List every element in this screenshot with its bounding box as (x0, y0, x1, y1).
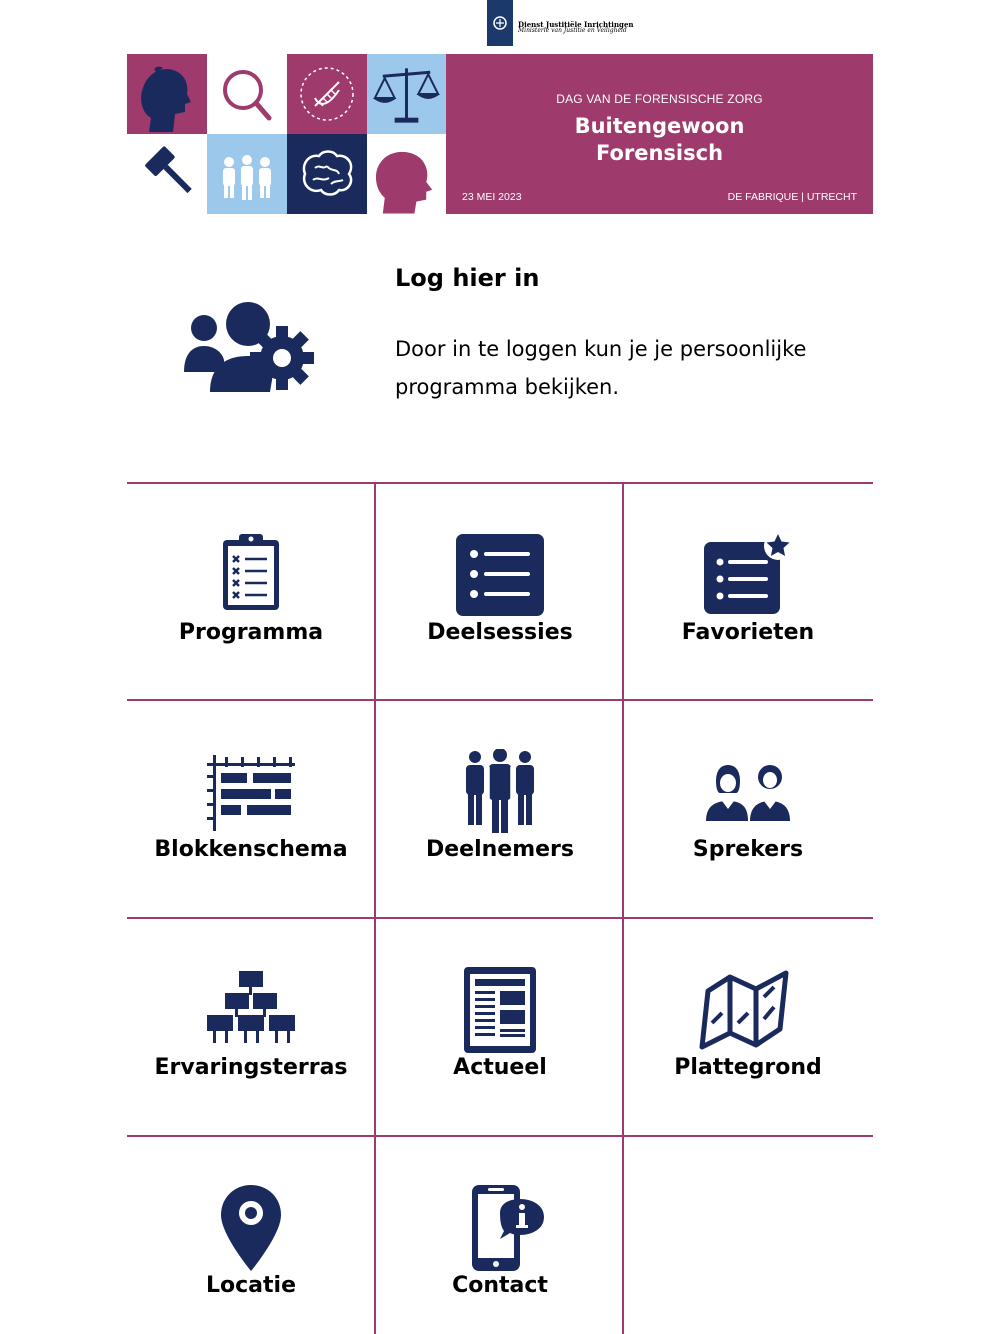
menu-item-label: Deelsessies (427, 620, 573, 645)
menu-item-blokkenschema[interactable] (127, 701, 375, 918)
event-banner (127, 54, 873, 214)
menu-item-sprekers[interactable] (624, 701, 872, 918)
event-title (446, 113, 873, 167)
event-subtitle: DAG VAN DE FORENSISCHE ZORG (556, 92, 763, 106)
map-icon (698, 967, 798, 1053)
menu-grid (127, 482, 873, 1334)
ministry-name: Ministerie van Justitie en Veiligheid (518, 27, 627, 35)
login-description: Door in te loggen kun je je persoonlijke programma bekijken. (395, 337, 807, 399)
menu-item-actueel[interactable] (376, 919, 624, 1136)
menu-item-deelnemers[interactable] (376, 701, 624, 918)
people-icon (207, 134, 287, 214)
users-gear-icon (182, 300, 317, 398)
news-icon (450, 967, 550, 1053)
schedule-grid-icon (201, 749, 301, 835)
brain-icon (287, 134, 367, 214)
location-pin-icon (201, 1185, 301, 1271)
menu-item-deelsessies[interactable] (376, 484, 624, 701)
clipboard-checklist-icon (201, 532, 301, 618)
menu-item-locatie[interactable] (127, 1137, 375, 1334)
banner-text-panel (446, 54, 873, 214)
magnifier-icon (207, 54, 287, 134)
menu-item-label: Sprekers (692, 837, 804, 862)
head-profile-icon (127, 54, 207, 134)
phone-info-icon (450, 1185, 550, 1271)
menu-item-label: Ervaringsterras (154, 1055, 348, 1080)
menu-item-label: Deelnemers (425, 837, 575, 862)
menu-item-label: Programma (178, 620, 324, 645)
event-venue: DE FABRIQUE | UTRECHT (727, 191, 857, 203)
list-star-icon (698, 532, 798, 618)
menu-item-label: Locatie (206, 1273, 296, 1298)
list-icon (450, 532, 550, 618)
menu-item-label: Actueel (453, 1055, 547, 1080)
signs-pyramid-icon (201, 967, 301, 1053)
people-group-icon (450, 749, 550, 835)
head-silhouette-icon (367, 134, 446, 214)
menu-item-label: Plattegrond (674, 1055, 822, 1080)
event-date: 23 MEI 2023 (462, 191, 522, 203)
speakers-icon (698, 749, 798, 835)
organization-logo (487, 0, 634, 46)
menu-item-label: Favorieten (681, 620, 815, 645)
dna-icon (287, 54, 367, 134)
coat-of-arms-icon (487, 0, 513, 46)
menu-item-label: Blokkenschema (154, 837, 348, 862)
menu-item-contact[interactable] (376, 1137, 624, 1334)
scales-icon (367, 54, 446, 134)
menu-item-programma[interactable] (127, 484, 375, 701)
login-title: Log hier in (395, 264, 540, 292)
gavel-icon (127, 134, 207, 214)
event-title-line2: Forensisch (595, 141, 724, 165)
login-panel[interactable] (127, 250, 873, 450)
menu-item-plattegrond[interactable] (624, 919, 872, 1136)
menu-item-ervaringsterras[interactable] (127, 919, 375, 1136)
menu-item-favorieten[interactable] (624, 484, 872, 701)
menu-item-label: Contact (452, 1273, 548, 1298)
event-title-line1: Buitengewoon (574, 114, 745, 138)
org-name: Dienst Justitiële Inrichtingen (518, 20, 634, 29)
